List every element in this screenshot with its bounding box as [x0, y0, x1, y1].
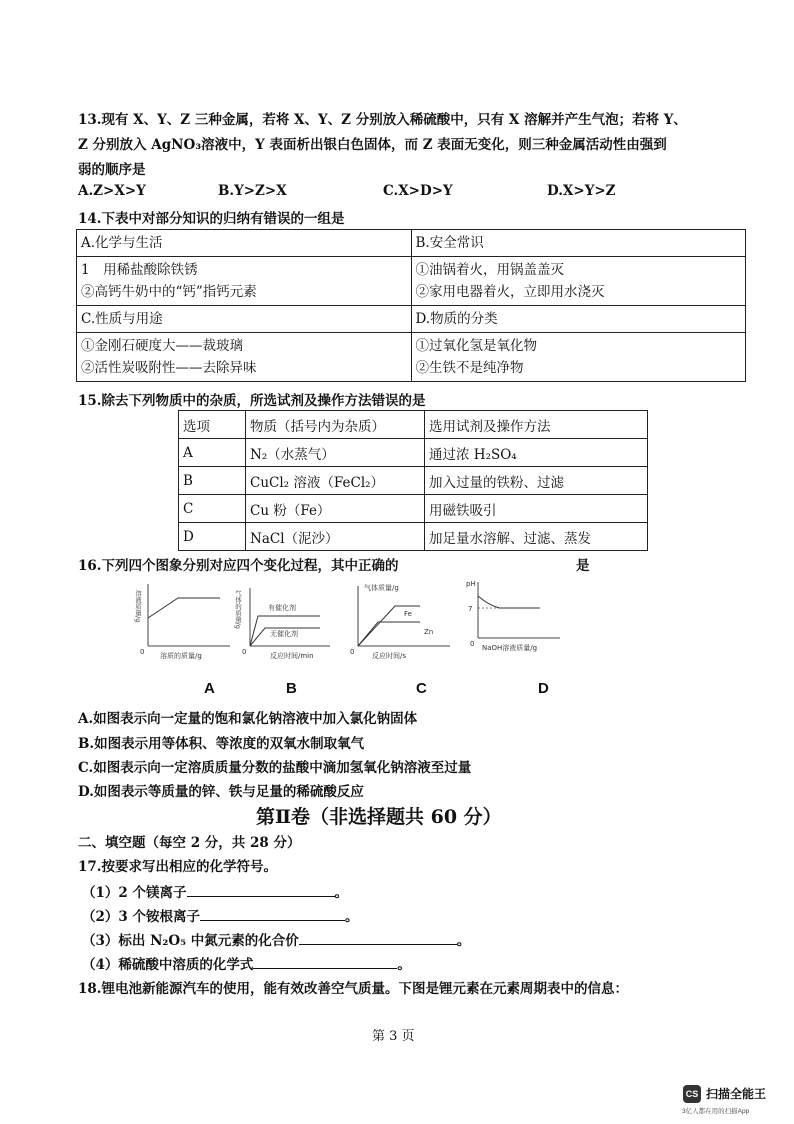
q17-blank-1[interactable] — [187, 882, 335, 897]
graph-b-ylabel: 气体的质量/g — [234, 590, 242, 629]
q14-c2: ②活性炭吸附性——去除异味 — [81, 360, 257, 376]
q14-stem: 14.下表中对部分知识的归纳有错误的一组是 — [78, 211, 345, 227]
q14-d2: ②生铁不是纯净物 — [415, 360, 524, 376]
graph-d-origin: 0 — [470, 640, 475, 648]
graph-c-origin: 0 — [350, 648, 355, 656]
q15-row-b-option: B — [179, 467, 246, 495]
q14-cell-c-body — [77, 333, 412, 382]
q13-option-c: C.X>D>Y — [383, 183, 453, 199]
q14-cell-d-head: D.物质的分类 — [411, 306, 746, 333]
q15-row-a-option: A — [179, 439, 246, 467]
q17-blank-4[interactable] — [253, 954, 397, 969]
q16-option-a: A.如图表示向一定量的饱和氯化钠溶液中加入氯化钠固体 — [78, 711, 418, 727]
q16-option-c: C.如图表示向一定溶质质量分数的盐酸中滴加氢氧化钠溶液至过量 — [78, 760, 472, 776]
q15-table — [178, 410, 648, 551]
q16-option-d: D.如图表示等质量的锌、铁与足量的稀硫酸反应 — [78, 784, 364, 800]
q17-item-2 — [82, 905, 359, 925]
q18-stem: 18.锂电池新能源汽车的使用，能有效改善空气质量。下图是锂元素在元素周期表中的信息： — [78, 981, 628, 997]
q14-cell-a-body — [77, 257, 412, 306]
part2-title: 第Ⅱ卷（非选择题共 60 分） — [256, 806, 502, 828]
q14-a1: 1 用稀盐酸除铁锈 — [81, 262, 198, 278]
q14-b1: ①油锅着火，用锅盖盖灭 — [415, 262, 564, 278]
q17-item-4 — [82, 953, 411, 973]
q14-c1: ①金刚石硬度大——裁玻璃 — [81, 338, 243, 354]
q13-line1: 13.现有 X、Y、Z 三种金属，若将 X、Y、Z 分别放入稀硫酸中，只有 X 溶解并产生气泡；若将 Y、 — [78, 112, 687, 128]
graph-c-label: C — [416, 680, 427, 697]
q13-option-b: B.Y>Z>X — [218, 183, 287, 199]
q14-d1: ①过氧化氢是氧化物 — [415, 338, 537, 354]
q14-b2: ②家用电器着火，立即用水浇灭 — [415, 284, 605, 300]
q14-a2: ②高钙牛奶中的“钙”指钙元素 — [81, 284, 257, 300]
q14-cell-c-head: C.性质与用途 — [77, 306, 412, 333]
section-title: 二、填空题（每空 2 分，共 28 分） — [78, 835, 301, 851]
graph-a — [134, 584, 230, 660]
q15-row-d-option: D — [179, 523, 246, 551]
q13-option-a: A.Z>X>Y — [78, 183, 146, 199]
graph-d-curve — [478, 596, 540, 608]
q15-header-option: 选项 — [179, 411, 246, 439]
graph-b-xlabel: 反应时间/min — [270, 652, 314, 660]
q17-item-4-end: 。 — [397, 957, 411, 973]
q14-cell-d-body — [411, 333, 746, 382]
graph-c-xlabel: 反应时间/s — [372, 652, 407, 660]
q15-header-substance: 物质（括号内为杂质） — [246, 411, 425, 439]
graph-b-origin: 0 — [242, 648, 247, 656]
page-number: 第 3 页 — [372, 1029, 415, 1044]
q15-row-b-substance: CuCl₂ 溶液（FeCl₂） — [246, 467, 425, 495]
graph-b — [234, 588, 330, 660]
q17-stem: 17.按要求写出相应的化学符号。 — [78, 859, 277, 875]
graph-b-label: B — [286, 680, 297, 697]
q16-graphs — [120, 576, 680, 672]
graph-a-ylabel: 溶液质量/g — [134, 590, 142, 623]
q15-row-d-substance: NaCl（泥沙） — [246, 523, 425, 551]
graph-d-tick-7: 7 — [468, 605, 473, 613]
q17-item-2-text: （2）3 个铵根离子 — [82, 909, 200, 925]
q17-item-1 — [82, 881, 348, 901]
q15-row-a-substance: N₂（水蒸气） — [246, 439, 425, 467]
q13-option-d: D.X>Y>Z — [547, 183, 616, 199]
q17-item-1-text: （1）2 个镁离子 — [82, 885, 187, 901]
graph-a-origin: 0 — [140, 648, 145, 656]
graph-a-label: A — [204, 680, 215, 697]
q16-option-b: B.如图表示用等体积、等浓度的双氧水制取氧气 — [78, 736, 365, 752]
q14-cell-a-head: A.化学与生活 — [77, 230, 412, 257]
q14-cell-b-head: B.安全常识 — [411, 230, 746, 257]
q17-item-2-end: 。 — [345, 909, 359, 925]
q14-table — [76, 229, 746, 382]
q15-row-c-substance: Cu 粉（Fe） — [246, 495, 425, 523]
graph-d — [466, 580, 560, 652]
q17-item-3-end: 。 — [456, 933, 471, 949]
q15-row-c-option: C — [179, 495, 246, 523]
scanner-logo: CS — [683, 1085, 701, 1103]
graph-c-ylabel: 气体质量/g — [364, 584, 399, 592]
graph-c — [350, 583, 450, 660]
graph-d-label: D — [538, 680, 549, 697]
q14-cell-b-body — [411, 257, 746, 306]
q15-header-method: 选用试剂及操作方法 — [425, 411, 648, 439]
graph-c-curve2-label: Zn — [424, 628, 434, 636]
q17-blank-2[interactable] — [200, 906, 345, 921]
q15-stem: 15.除去下列物质中的杂质，所选试剂及操作方法错误的是 — [78, 393, 426, 409]
graph-d-ylabel: pH — [466, 580, 476, 588]
q16-stem-tail: 是 — [576, 558, 590, 574]
scanner-app-tagline: 3亿人都在用的扫描App — [682, 1108, 750, 1115]
graph-b-curve2-label: 无催化剂 — [270, 630, 298, 638]
q17-item-4-text: （4）稀硫酸中溶质的化学式 — [82, 957, 254, 973]
q13-line3: 弱的顺序是 — [78, 162, 146, 178]
q13-line2: Z 分别放入 AgNO₃溶液中，Y 表面析出银白色固体，而 Z 表面无变化，则三种金属活动性由强到 — [78, 137, 667, 153]
graph-c-curve1-label: Fe — [404, 610, 412, 618]
q17-item-1-end: 。 — [334, 885, 348, 901]
q15-row-c-method: 用磁铁吸引 — [425, 495, 648, 523]
q15-row-b-method: 加入过量的铁粉、过滤 — [425, 467, 648, 495]
q17-blank-3[interactable] — [299, 930, 457, 945]
q17-item-3 — [82, 929, 470, 949]
graph-d-xlabel: NaOH溶液质量/g — [482, 644, 538, 652]
q15-row-d-method: 加足量水溶解、过滤、蒸发 — [425, 523, 648, 551]
q15-row-a-method: 通过浓 H₂SO₄ — [425, 439, 648, 467]
graph-a-xlabel: 溶质的质量/g — [160, 652, 202, 660]
graph-c-curve-zn — [358, 622, 420, 646]
scanner-app-name: 扫描全能王 — [706, 1087, 767, 1101]
q16-stem: 16.下列四个图象分别对应四个变化过程，其中正确的 — [78, 558, 399, 574]
graph-a-curve — [148, 598, 220, 618]
graph-b-curve1-label: 有催化剂 — [268, 604, 296, 612]
q17-item-3-text: （3）标出 N₂O₅ 中氮元素的化合价 — [82, 933, 299, 949]
